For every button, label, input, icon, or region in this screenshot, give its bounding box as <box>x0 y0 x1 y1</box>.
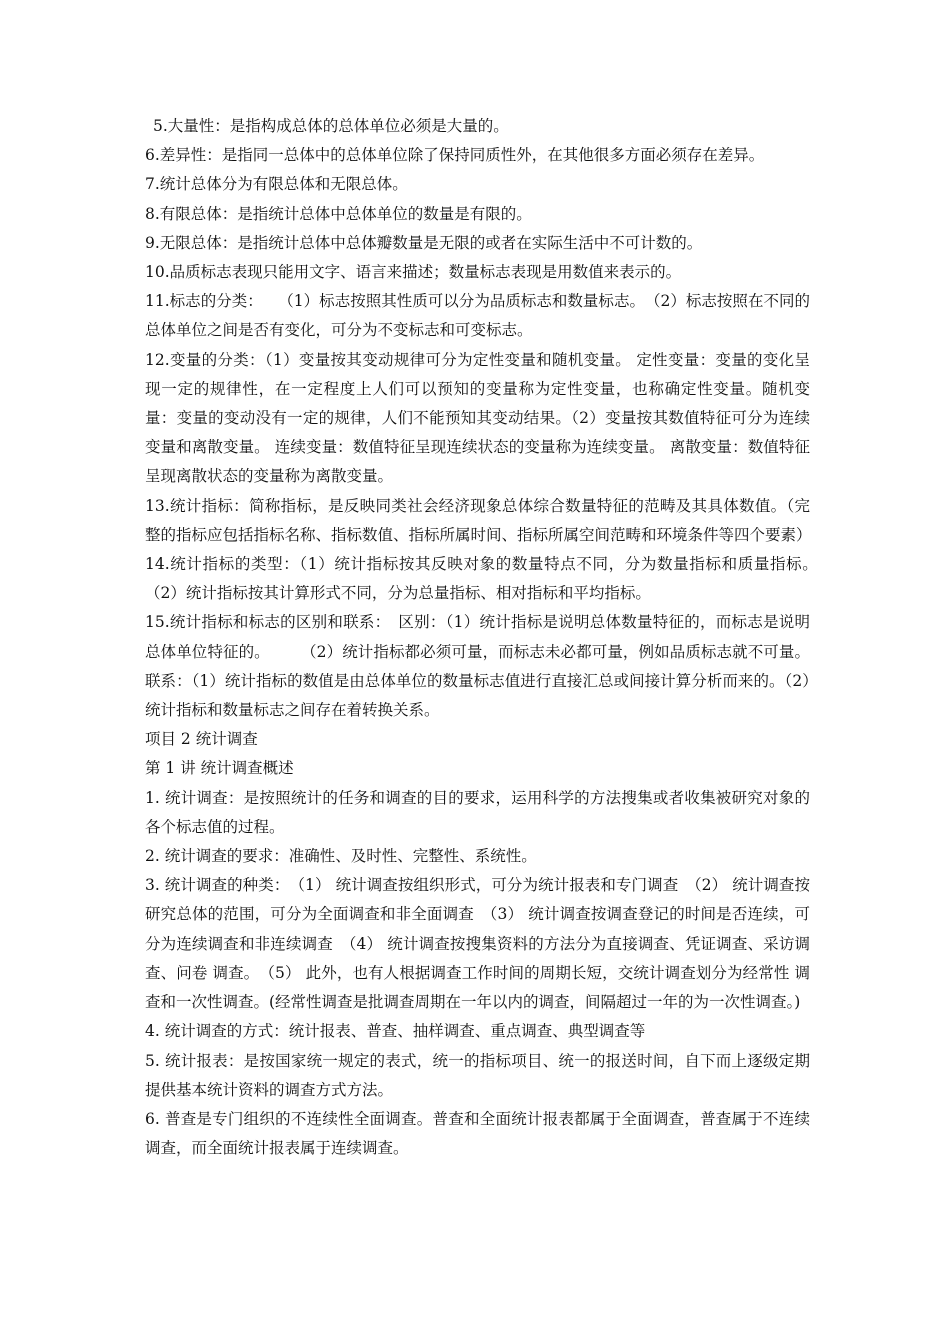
paragraph-variability: 6.差异性：是指同一总体中的总体单位除了保持同质性外，在其他很多方面必须存在差异。 <box>145 146 765 165</box>
paragraph-infinite-population: 9.无限总体：是指统计总体中总体瓣数量是无限的或者在实际生活中不可计数的。 <box>145 233 703 252</box>
paragraph-mass-nature: 5.大量性：是指构成总体的总体单位必须是大量的。 <box>153 117 509 135</box>
paragraph-variable-classification: 12.变量的分类：（1）变量按其变动规律可分为定性变量和随机变量。 定性变量：变量的变化呈现一定的规律性，在一定程度上人们可以预知的变量称为定性变量，也称确定性变量。随机变量：变量的变动没有一定的规律，人们不能预知其变动结果。（2）变量按其数值特征可分为连续变量和离散变量。 连续变量：数值特征呈现连续状态的变量称为连续变量。 离散变量：数值特征呈现离散状态的变量称为离散变量。 <box>145 350 810 486</box>
paragraph-survey-types: 3. 统计调查的种类： （1） 统计调查按组织形式，可分为统计报表和专门调查 （2） 统计调查按研究总体的范围，可分为全面调查和非全面调查 （3） 统计调查按调查登记的时间是否连续，可分为连续调查和非连续调查 （4） 统计调查按搜集资料的方法分为直接调查、凭证调查、采访调查、问卷 调查。 （5） 此外，也有人根据调查工作时间的周期长短，交统计调查划分为经常性 调查和一次性调查。(经常性调查是批调查周期在一年以内的调查，间隔超过一年的为一次性调查。) <box>145 876 810 1012</box>
paragraph-finite-population: 8.有限总体：是指统计总体中总体单位的数量是有限的。 <box>145 204 532 223</box>
paragraph-indicator-vs-attribute: 15.统计指标和标志的区别和联系： 区别：（1）统计指标是说明总体数量特征的，而标志是说明总体单位特征的。 （2）统计指标都必须可量，而标志未必都可量，例如品质标志就不可量。 联系：（1）统计指标的数值是由总体单位的数量标志值进行直接汇总或间接计算分析而来的。（2）统计指标和数量标志之间存在着转换关系。 <box>145 613 810 720</box>
paragraph-survey-requirements: 2. 统计调查的要求：准确性、及时性、完整性、系统性。 <box>145 847 537 866</box>
paragraph-population-types: 7.统计总体分为有限总体和无限总体。 <box>145 175 408 194</box>
paragraph-statistical-indicator: 13.统计指标：简称指标，是反映同类社会经济现象总体综合数量特征的范畴及其具体数值。（完整的指标应包括指标名称、指标数值、指标所属时间、指标所属空间范畴和环境条件等四个要素） <box>145 496 812 544</box>
paragraph-indicator-types: 14.统计指标的类型：（1）统计指标按其反映对象的数量特点不同，分为数量指标和质量指标。 （2）统计指标按其计算形式不同，分为总量指标、相对指标和平均指标。 <box>145 555 826 603</box>
paragraph-survey-methods: 4. 统计调查的方式：统计报表、普查、抽样调查、重点调查、典型调查等 <box>145 1022 646 1041</box>
paragraph-attribute-classification: 11.标志的分类： （1）标志按照其性质可以分为品质标志和数量标志。 （2）标志按照在不同的总体单位之间是否有变化，可分为不变标志和可变标志。 <box>145 292 810 340</box>
document-page <box>145 112 826 1163</box>
paragraph-survey-definition: 1. 统计调查：是按照统计的任务和调查的目的要求，运用科学的方法搜集或者收集被研究对象的各个标志值的过程。 <box>145 788 810 836</box>
paragraph-attribute-expression: 10.品质标志表现只能用文字、语言来描述；数量标志表现是用数值来表示的。 <box>145 263 682 282</box>
section-heading-lecture-1: 第 1 讲 统计调查概述 <box>145 759 294 778</box>
paragraph-statistical-reports: 5. 统计报表：是按国家统一规定的表式，统一的指标项目、统一的报送时间，自下而上逐级定期提供基本统计资料的调查方式方法。 <box>145 1051 810 1099</box>
section-heading-project-2: 项目 2 统计调查 <box>145 730 258 749</box>
paragraph-census: 6. 普查是专门组织的不连续性全面调查。普查和全面统计报表都属于全面调查，普查属于不连续调查，而全面统计报表属于连续调查。 <box>145 1109 810 1158</box>
